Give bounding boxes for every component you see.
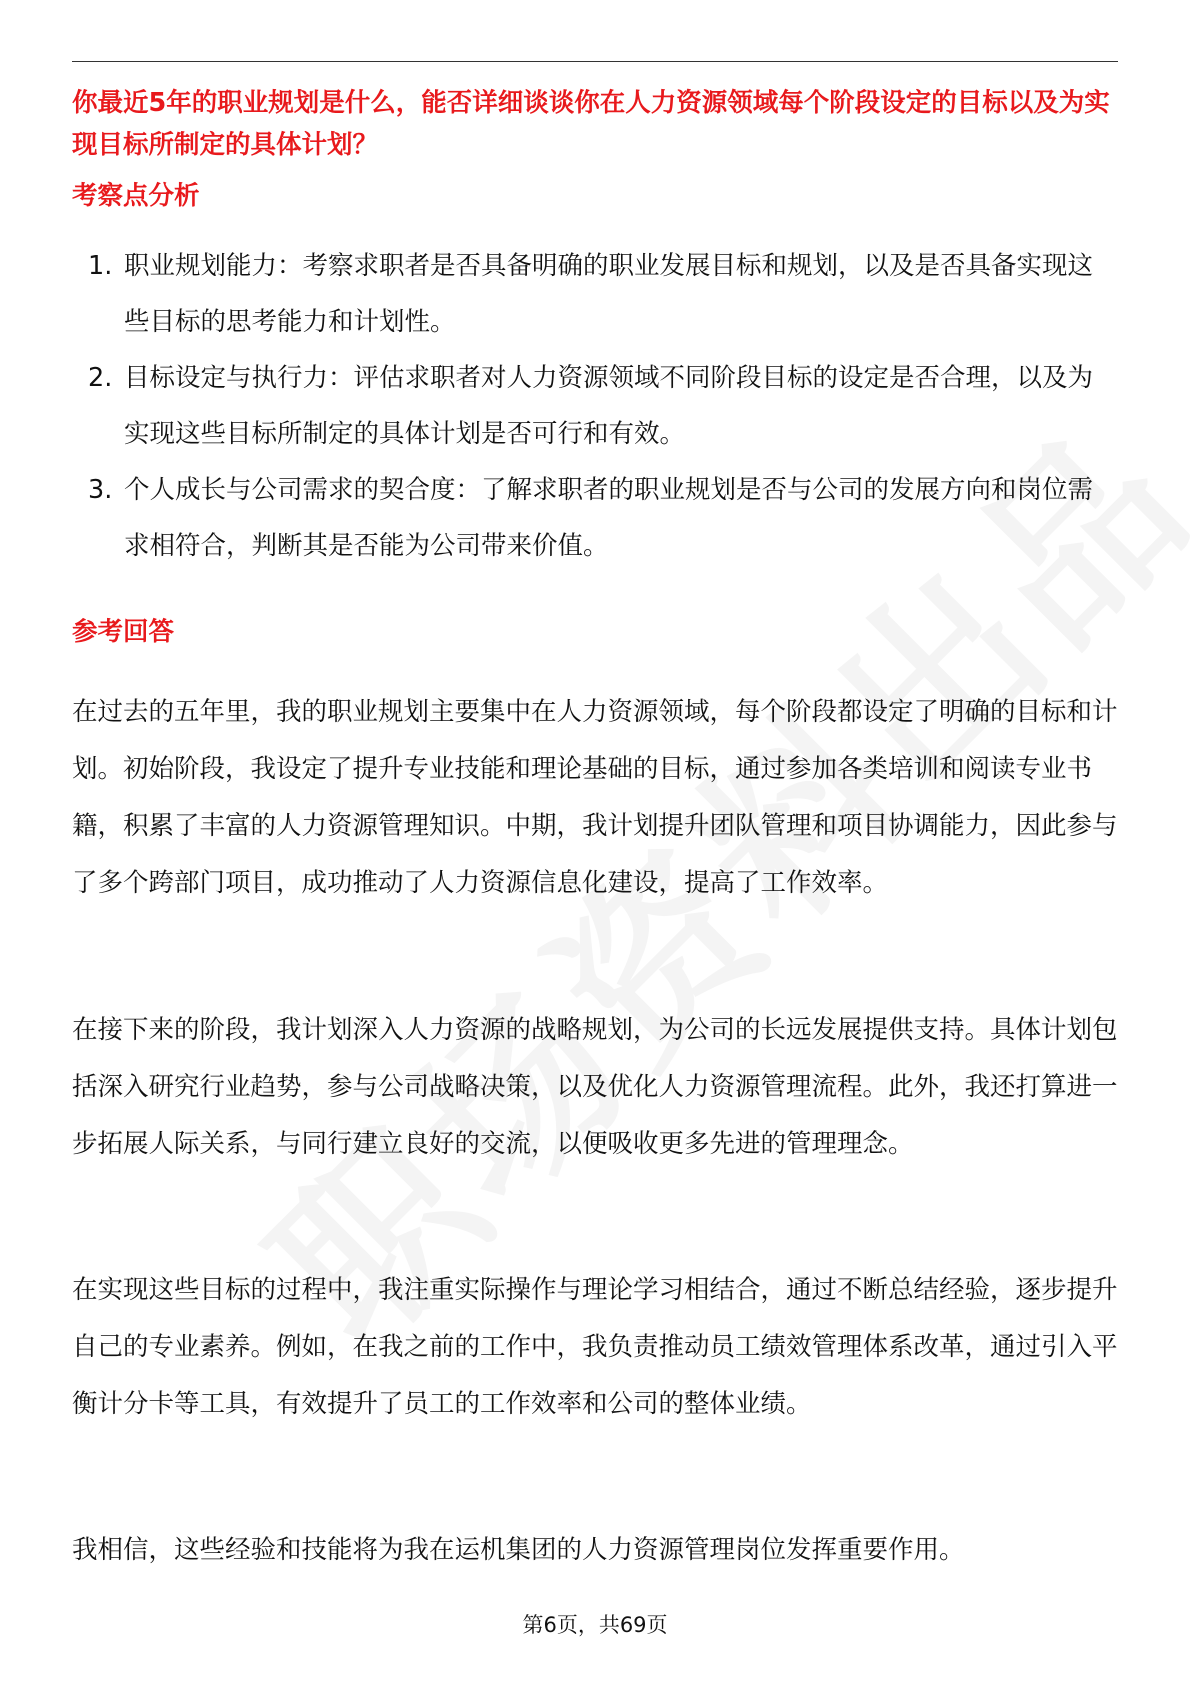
answer-heading: 参考回答 [72,617,175,647]
list-item [72,350,1118,462]
analysis-heading: 考察点分析 [72,181,200,211]
list-item-number: 1. [88,251,113,281]
list-item-text: 个人成长与公司需求的契合度：了解求职者的职业规划是否与公司的发展方向和岗位需求相符合，判断其是否能为公司带来价值。 [124,475,1094,561]
answer-paragraph: 我相信，这些经验和技能将为我在运机集团的人力资源管理岗位发挥重要作用。 [72,1535,965,1565]
list-item [72,462,1118,574]
question-title: 你最近5年的职业规划是什么，能否详细谈谈你在人力资源领域每个阶段设定的目标以及为实现目标所制定的具体计划？ [72,88,1110,160]
page-number: 第6页，共69页 [522,1613,668,1637]
answer-paragraph: 在接下来的阶段，我计划深入人力资源的战略规划，为公司的长远发展提供支持。具体计划包括深入研究行业趋势，参与公司战略决策，以及优化人力资源管理流程。此外，我还打算进一步拓展人际关系，与同行建立良好的交流，以便吸收更多先进的管理理念。 [72,1015,1118,1159]
list-item-text: 目标设定与执行力：评估求职者对人力资源领域不同阶段目标的设定是否合理，以及为实现这些目标所制定的具体计划是否可行和有效。 [124,363,1094,449]
list-item-text: 职业规划能力：考察求职者是否具备明确的职业发展目标和规划，以及是否具备实现这些目标的思考能力和计划性。 [124,251,1094,337]
answer-paragraph: 在实现这些目标的过程中，我注重实际操作与理论学习相结合，通过不断总结经验，逐步提升自己的专业素养。例如，在我之前的工作中，我负责推动员工绩效管理体系改革，通过引入平衡计分卡等工具，有效提升了员工的工作效率和公司的整体业绩。 [72,1275,1118,1419]
list-item-number: 3. [88,475,113,505]
list-item-number: 2. [88,363,113,393]
answer-paragraph: 在过去的五年里，我的职业规划主要集中在人力资源领域，每个阶段都设定了明确的目标和计划。初始阶段，我设定了提升专业技能和理论基础的目标，通过参加各类培训和阅读专业书籍，积累了丰富的人力资源管理知识。中期，我计划提升团队管理和项目协调能力，因此参与了多个跨部门项目，成功推动了人力资源信息化建设，提高了工作效率。 [72,697,1118,898]
top-divider [72,61,1118,62]
list-item [72,238,1118,350]
analysis-list [72,238,1118,574]
